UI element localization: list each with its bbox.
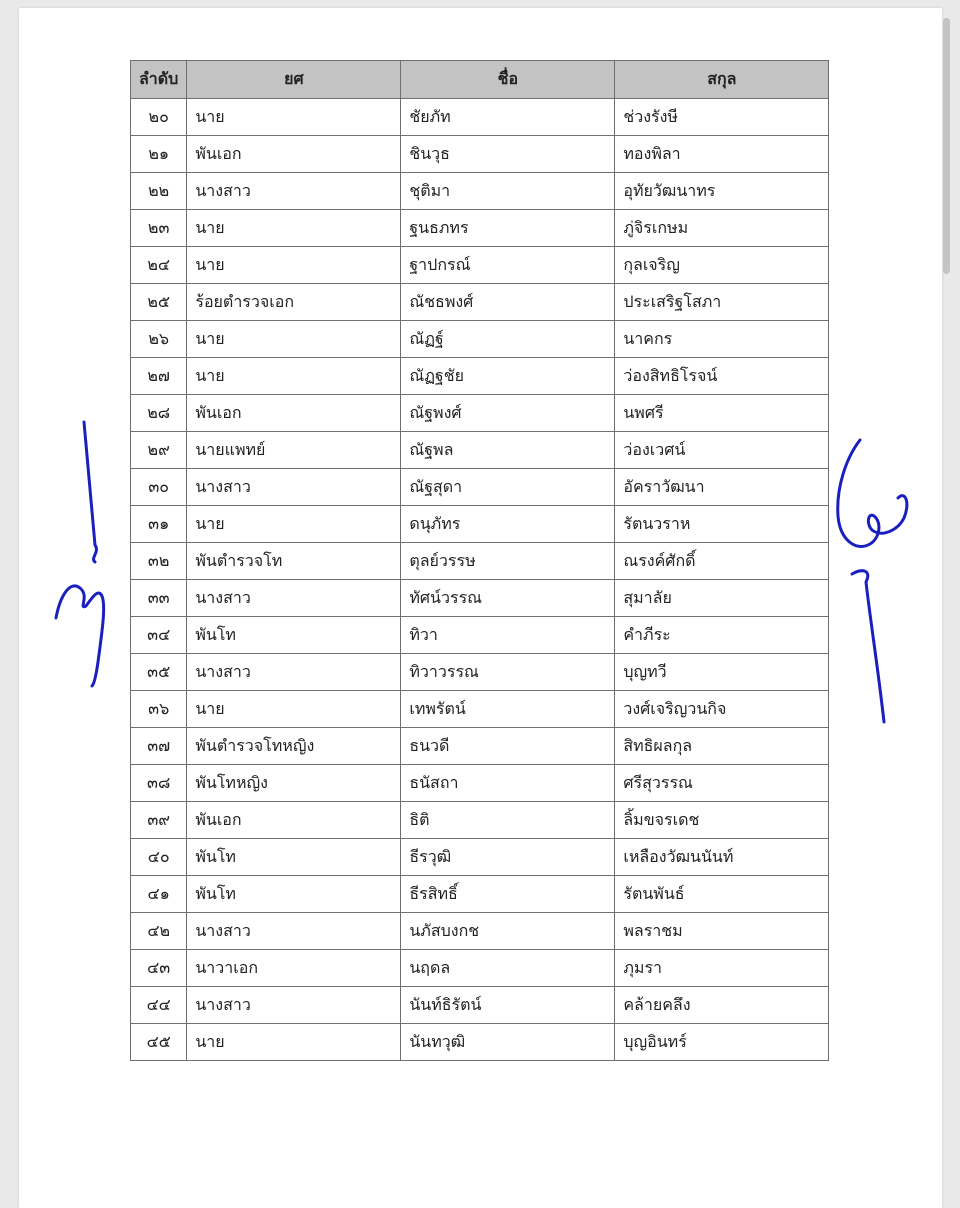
cell-surname: เหลืองวัฒนนันท์ <box>615 839 829 876</box>
cell-rank: นางสาว <box>187 987 401 1024</box>
cell-first-name: ชุติมา <box>401 173 615 210</box>
cell-order: ๒๖ <box>131 321 187 358</box>
cell-rank: นางสาว <box>187 469 401 506</box>
cell-surname: ประเสริฐโสภา <box>615 284 829 321</box>
cell-first-name: เทพรัตน์ <box>401 691 615 728</box>
cell-rank: พันเอก <box>187 136 401 173</box>
table-row <box>131 987 829 1024</box>
header-first-name: ชื่อ <box>401 61 615 99</box>
table-row <box>131 654 829 691</box>
cell-surname: อุทัยวัฒนาทร <box>615 173 829 210</box>
cell-first-name: ฐาปกรณ์ <box>401 247 615 284</box>
cell-order: ๒๓ <box>131 210 187 247</box>
cell-surname: ช่วงรังษี <box>615 99 829 136</box>
cell-order: ๒๒ <box>131 173 187 210</box>
cell-first-name: ธิติ <box>401 802 615 839</box>
cell-first-name: ทัศน์วรรณ <box>401 580 615 617</box>
cell-order: ๓๙ <box>131 802 187 839</box>
cell-surname: ศรีสุวรรณ <box>615 765 829 802</box>
cell-order: ๔๒ <box>131 913 187 950</box>
cell-first-name: ณัฏฐ์ <box>401 321 615 358</box>
cell-surname: กุลเจริญ <box>615 247 829 284</box>
cell-rank: พันตำรวจโท <box>187 543 401 580</box>
table-row <box>131 580 829 617</box>
cell-surname: รัตนวราห <box>615 506 829 543</box>
cell-order: ๒๕ <box>131 284 187 321</box>
cell-first-name: นันท์ธิรัตน์ <box>401 987 615 1024</box>
table-row <box>131 617 829 654</box>
cell-rank: พันโท <box>187 617 401 654</box>
table-header <box>131 61 829 99</box>
cell-order: ๒๐ <box>131 99 187 136</box>
cell-order: ๓๒ <box>131 543 187 580</box>
cell-surname: บุญทวี <box>615 654 829 691</box>
cell-rank: พันตำรวจโทหญิง <box>187 728 401 765</box>
cell-surname: ลิ้มขจรเดช <box>615 802 829 839</box>
table-row <box>131 802 829 839</box>
table-row <box>131 247 829 284</box>
cell-rank: นาย <box>187 210 401 247</box>
scrollbar-thumb[interactable] <box>943 18 950 274</box>
table-row <box>131 765 829 802</box>
cell-surname: รัตนพันธ์ <box>615 876 829 913</box>
cell-first-name: ธีรสิทธิ์ <box>401 876 615 913</box>
table-row <box>131 506 829 543</box>
cell-order: ๔๓ <box>131 950 187 987</box>
table-row <box>131 876 829 913</box>
cell-surname: ณรงค์ศักดิ์ <box>615 543 829 580</box>
table-row <box>131 210 829 247</box>
cell-first-name: ธีรวุฒิ <box>401 839 615 876</box>
cell-order: ๔๐ <box>131 839 187 876</box>
table-row <box>131 173 829 210</box>
cell-order: ๒๔ <box>131 247 187 284</box>
cell-first-name: ทิวา <box>401 617 615 654</box>
table-row <box>131 99 829 136</box>
cell-surname: สิทธิผลกุล <box>615 728 829 765</box>
header-order: ลำดับ <box>131 61 187 99</box>
cell-surname: ภู่จิรเกษม <box>615 210 829 247</box>
table-row <box>131 284 829 321</box>
cell-first-name: นภัสบงกช <box>401 913 615 950</box>
table-row <box>131 1024 829 1061</box>
cell-rank: นาย <box>187 358 401 395</box>
cell-rank: พันเอก <box>187 395 401 432</box>
scrollbar[interactable] <box>944 0 956 1186</box>
cell-first-name: นันทวุฒิ <box>401 1024 615 1061</box>
handwritten-initial-right <box>826 428 926 738</box>
cell-first-name: ณัชธพงศ์ <box>401 284 615 321</box>
cell-surname: คล้ายคลึง <box>615 987 829 1024</box>
header-rank: ยศ <box>187 61 401 99</box>
cell-first-name: ชัยภัท <box>401 99 615 136</box>
cell-rank: นาย <box>187 506 401 543</box>
cell-order: ๒๙ <box>131 432 187 469</box>
cell-surname: สุมาลัย <box>615 580 829 617</box>
table-row <box>131 432 829 469</box>
table-row <box>131 321 829 358</box>
cell-surname: คำภีระ <box>615 617 829 654</box>
header-row <box>131 61 829 99</box>
cell-first-name: ณัฐพล <box>401 432 615 469</box>
cell-first-name: ดนุภัทร <box>401 506 615 543</box>
cell-rank: นายแพทย์ <box>187 432 401 469</box>
cell-order: ๔๑ <box>131 876 187 913</box>
table-body <box>131 99 829 1061</box>
cell-surname: พลราชม <box>615 913 829 950</box>
table-row <box>131 358 829 395</box>
table-row <box>131 839 829 876</box>
cell-surname: นาคกร <box>615 321 829 358</box>
cell-surname: ว่องเวศน์ <box>615 432 829 469</box>
table-row <box>131 728 829 765</box>
table-row <box>131 691 829 728</box>
cell-surname: นพศรี <box>615 395 829 432</box>
cell-first-name: ณัฐพงศ์ <box>401 395 615 432</box>
cell-order: ๓๘ <box>131 765 187 802</box>
cell-rank: นาย <box>187 691 401 728</box>
cell-order: ๓๕ <box>131 654 187 691</box>
cell-surname: บุญอินทร์ <box>615 1024 829 1061</box>
cell-order: ๔๔ <box>131 987 187 1024</box>
cell-rank: นางสาว <box>187 654 401 691</box>
table-row <box>131 913 829 950</box>
cell-first-name: ทิวาวรรณ <box>401 654 615 691</box>
cell-order: ๓๑ <box>131 506 187 543</box>
table-row <box>131 136 829 173</box>
cell-surname: ภุมรา <box>615 950 829 987</box>
cell-rank: นางสาว <box>187 913 401 950</box>
cell-rank: พันโท <box>187 839 401 876</box>
cell-rank: นาวาเอก <box>187 950 401 987</box>
cell-rank: นาย <box>187 321 401 358</box>
table-row <box>131 395 829 432</box>
cell-first-name: ธนวดี <box>401 728 615 765</box>
cell-first-name: ชินวุธ <box>401 136 615 173</box>
cell-order: ๒๗ <box>131 358 187 395</box>
cell-rank: พันโทหญิง <box>187 765 401 802</box>
cell-surname: อัคราวัฒนา <box>615 469 829 506</box>
table-row <box>131 469 829 506</box>
cell-first-name: ฐนธภทร <box>401 210 615 247</box>
cell-surname: วงศ์เจริญวนกิจ <box>615 691 829 728</box>
cell-first-name: ณัฏฐชัย <box>401 358 615 395</box>
cell-rank: พันโท <box>187 876 401 913</box>
cell-rank: นาย <box>187 1024 401 1061</box>
cell-first-name: ธนัสถา <box>401 765 615 802</box>
cell-first-name: ตุลย์วรรษ <box>401 543 615 580</box>
cell-order: ๒๘ <box>131 395 187 432</box>
cell-first-name: นฤดล <box>401 950 615 987</box>
cell-order: ๓๗ <box>131 728 187 765</box>
cell-order: ๓๐ <box>131 469 187 506</box>
cell-order: ๒๑ <box>131 136 187 173</box>
cell-surname: ทองพิลา <box>615 136 829 173</box>
cell-rank: นาย <box>187 247 401 284</box>
header-surname: สกุล <box>615 61 829 99</box>
cell-order: ๓๓ <box>131 580 187 617</box>
cell-rank: นางสาว <box>187 173 401 210</box>
roster-table <box>130 60 829 1061</box>
cell-rank: นาย <box>187 99 401 136</box>
cell-first-name: ณัฐสุดา <box>401 469 615 506</box>
cell-surname: ว่องสิทธิโรจน์ <box>615 358 829 395</box>
cell-rank: นางสาว <box>187 580 401 617</box>
table-row <box>131 950 829 987</box>
handwritten-initial-left <box>40 410 130 700</box>
cell-rank: พันเอก <box>187 802 401 839</box>
cell-order: ๓๔ <box>131 617 187 654</box>
cell-rank: ร้อยตำรวจเอก <box>187 284 401 321</box>
cell-order: ๓๖ <box>131 691 187 728</box>
cell-order: ๔๕ <box>131 1024 187 1061</box>
table-row <box>131 543 829 580</box>
